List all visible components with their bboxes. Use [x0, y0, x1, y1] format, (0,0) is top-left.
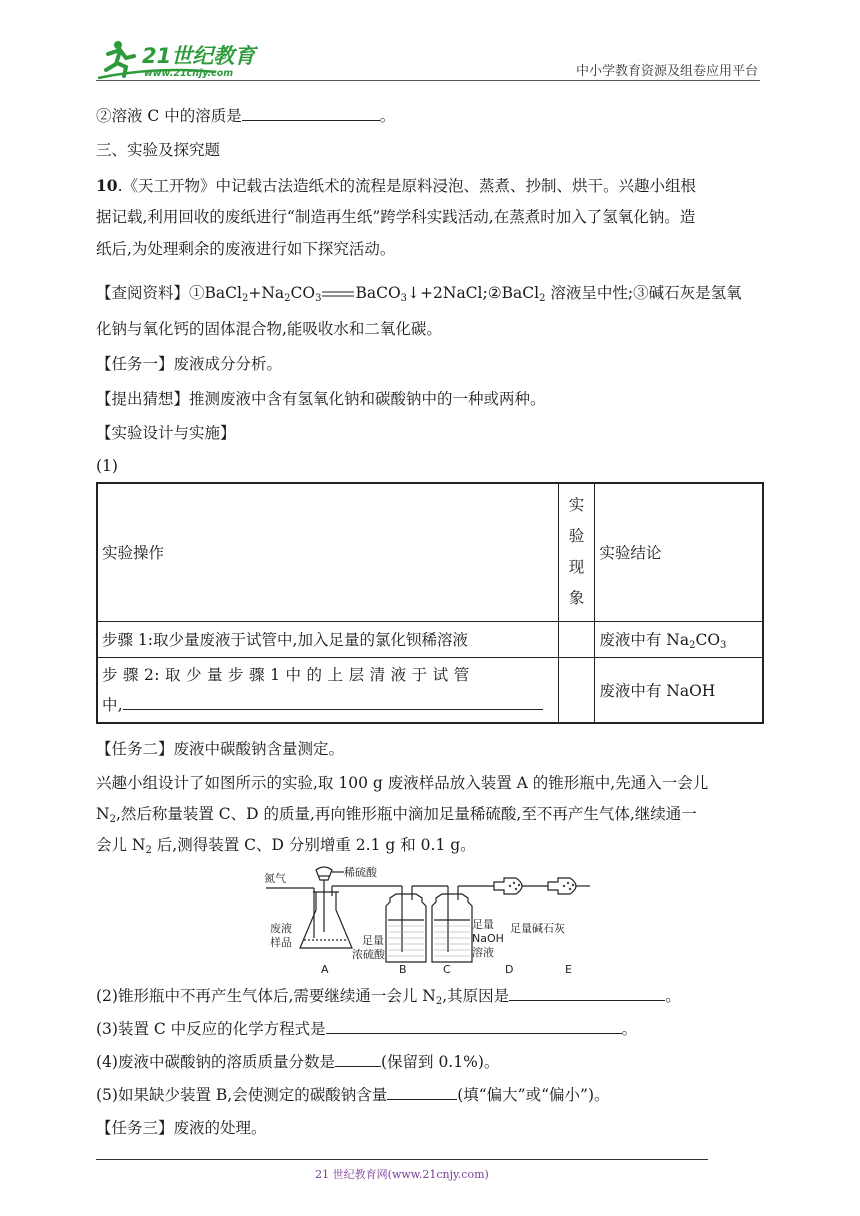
equals-sign — [321, 289, 355, 299]
label-naoh1: 足量 — [472, 918, 494, 931]
task2-line1: 兴趣小组设计了如图所示的实验,取 100 g 废液样品放入装置 A 的锥形瓶中,先通入一会儿 — [96, 774, 709, 792]
answer-blank[interactable] — [242, 104, 380, 121]
apparatus-diagram — [258, 862, 598, 978]
question-2: (2)锥形瓶中不再产生气体后,需要继续通一会儿 $N_2$,其原因是 。 — [96, 984, 681, 1007]
label-E: E — [565, 963, 572, 976]
label-acid: 稀硫酸 — [344, 866, 377, 879]
logo-21cnjy — [96, 36, 266, 82]
question-4: (4)废液中碳酸钠的溶质质量分数是 (保留到 0.1%)。 — [96, 1050, 499, 1073]
question-3: (3)装置 C 中反应的化学方程式是 。 — [96, 1017, 637, 1040]
step1-phenomenon-blank[interactable] — [558, 621, 595, 657]
label-lime: 足量碱石灰 — [510, 922, 565, 935]
footer-divider — [96, 1159, 708, 1160]
label-sulf1: 足量 — [362, 934, 384, 947]
answer-blank[interactable] — [326, 1017, 622, 1034]
step1-operation: 步骤 1:取少量废液于试管中,加入足量的氯化钡稀溶液 — [97, 621, 558, 657]
label-D: D — [505, 963, 514, 976]
q10-line2: 据记载,利用回收的废纸进行“制造再生纸”跨学科实践活动,在蒸煮时加入了氢氧化钠。造 — [96, 208, 696, 226]
table-header-row — [97, 483, 763, 621]
q10-line1: 10.《天工开物》中记载古法造纸术的流程是原料浸泡、蒸煮、抄制、烘干。兴趣小组根 — [96, 176, 697, 195]
question-solute-c: ②溶液 C 中的溶质是 。 — [96, 104, 395, 127]
step1-conclusion: 废液中有 $Na_2CO_3$ — [595, 621, 763, 657]
logo-url: www.21cnjy.com — [144, 68, 234, 79]
label-C: C — [443, 963, 451, 976]
label-waste1: 废液 — [270, 922, 292, 935]
label-waste2: 样品 — [270, 936, 292, 949]
header-conclusion: 实验结论 — [595, 483, 763, 621]
header-phenomenon: 实 验 现 象 — [558, 483, 595, 621]
section-title: 三、实验及探究题 — [96, 141, 221, 159]
hypothesis: 【提出猜想】推测废液中含有氢氧化钠和碳酸钠中的一种或两种。 — [96, 390, 546, 408]
header-divider — [96, 80, 760, 81]
logo-text: 21世纪教育 — [142, 44, 256, 68]
header-operation: 实验操作 — [97, 483, 558, 621]
task2-line3: 会儿 $N_2$ 后,测得装置 C、D 分别增重 2.1 g 和 0.1 g。 — [96, 836, 476, 856]
task2-line2: $N_2$,然后称量装置 C、D 的质量,再向锥形瓶中滴加足量稀硫酸,至不再产生气体,继续通一 — [96, 805, 697, 825]
label-sulf2: 浓硫酸 — [352, 948, 385, 961]
answer-blank[interactable] — [335, 1050, 381, 1067]
step2-answer-blank[interactable] — [123, 693, 543, 710]
page-header — [96, 36, 760, 82]
label-B: B — [399, 963, 407, 976]
task3-title: 【任务三】废液的处理。 — [96, 1119, 267, 1137]
table-row — [97, 657, 763, 723]
label-naoh3: 溶液 — [472, 946, 494, 959]
experiment-table — [96, 482, 764, 724]
design-title: 【实验设计与实施】 — [96, 424, 236, 442]
part1-label: (1) — [96, 457, 118, 475]
question-5: (5)如果缺少装置 B,会使测定的碳酸钠含量 (填“偏大”或“偏小”)。 — [96, 1083, 610, 1106]
reference-line1: 【查阅资料】$①BaCl_2+Na_2CO_3$ BaCO$_3$↓+2NaCl;②BaCl$_2$ 溶液呈中性;③碱石灰是氢氧 — [96, 284, 742, 304]
step2-conclusion: 废液中有 NaOH — [595, 657, 763, 723]
q10-line3: 纸后,为处理剩余的废液进行如下探究活动。 — [96, 240, 396, 258]
step2-operation: 步 骤 2: 取 少 量 步 骤 1 中 的 上 层 清 液 于 试 管 中, — [97, 657, 558, 723]
step2-phenomenon-blank[interactable] — [558, 657, 595, 723]
answer-blank[interactable] — [509, 984, 665, 1001]
table-row — [97, 621, 763, 657]
label-nitrogen: 氮气 — [264, 872, 286, 885]
label-A: A — [321, 963, 329, 976]
label-naoh2: NaOH — [472, 932, 504, 945]
header-platform-text: 中小学教育资源及组卷应用平台 — [575, 64, 758, 79]
task2-title: 【任务二】废液中碳酸钠含量测定。 — [96, 740, 345, 758]
task1-title: 【任务一】废液成分分析。 — [96, 355, 283, 373]
answer-blank[interactable] — [387, 1083, 457, 1100]
footer-text: 21 世纪教育网(www.21cnjy.com) — [315, 1168, 489, 1181]
reference-line2: 化钠与氧化钙的固体混合物,能吸收水和二氧化碳。 — [96, 320, 442, 338]
